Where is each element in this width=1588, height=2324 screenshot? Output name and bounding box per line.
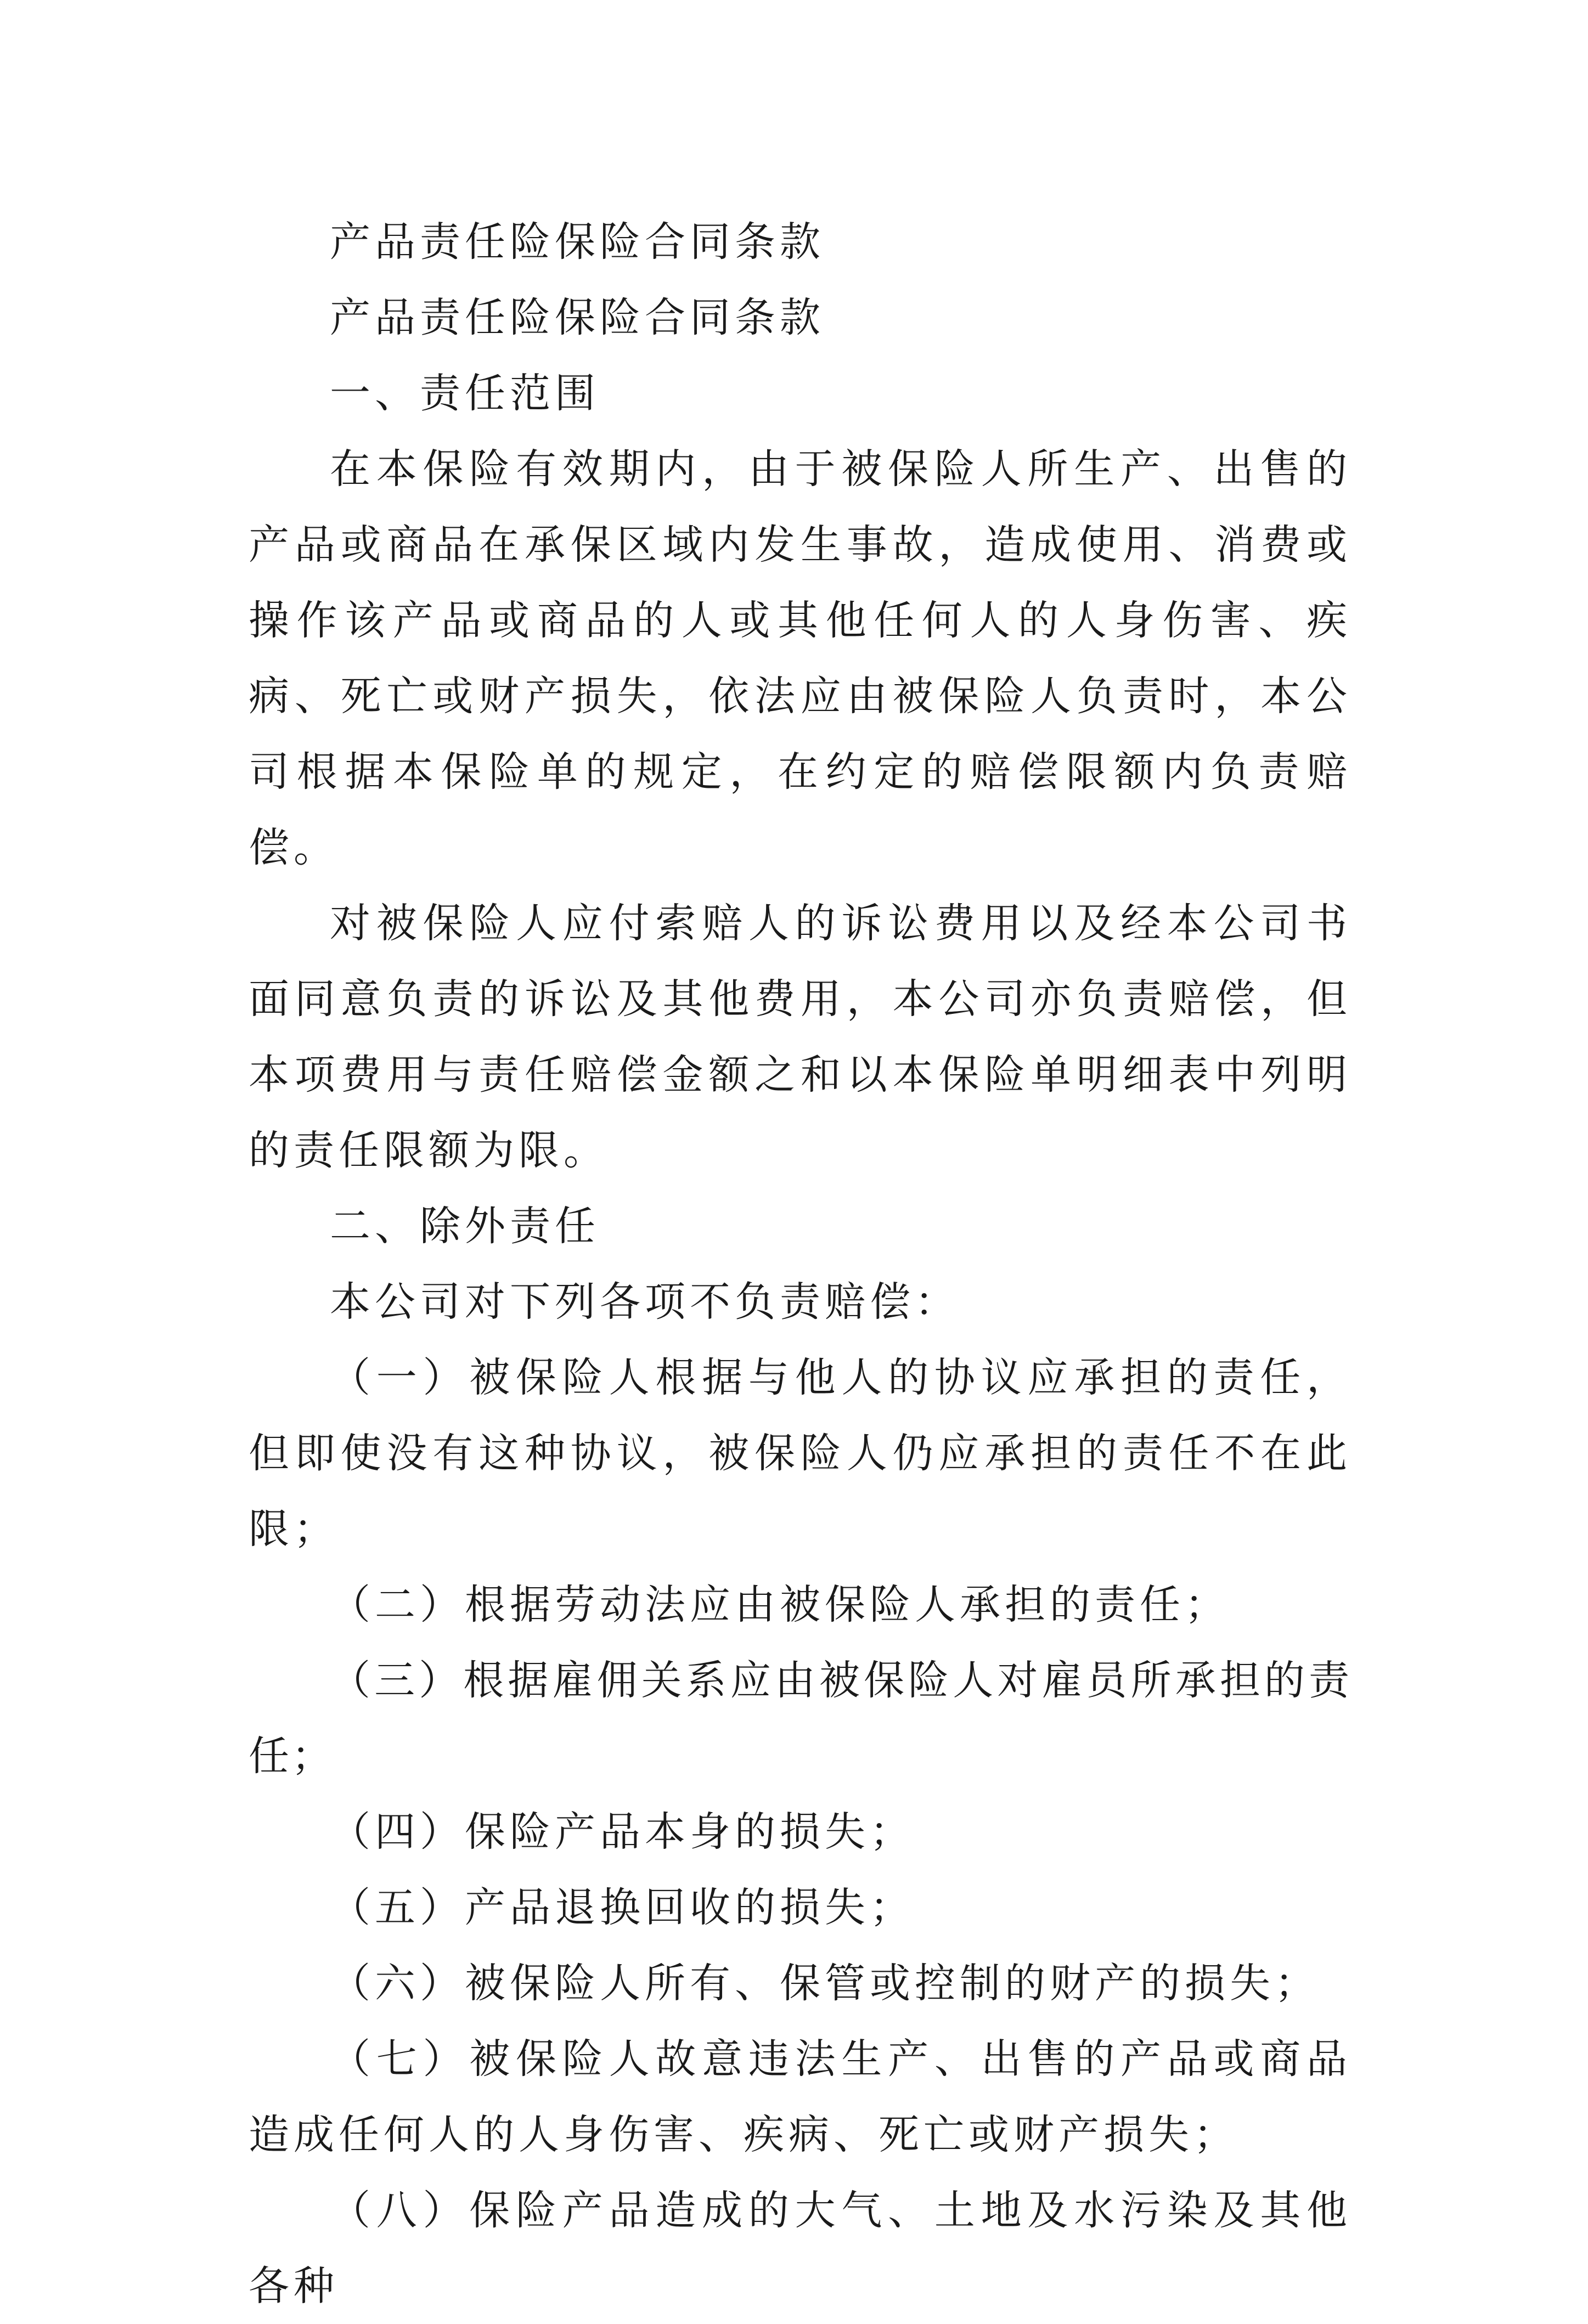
section-heading-scope: 一、责任范围 xyxy=(330,370,600,417)
document-body xyxy=(249,204,1352,2324)
exclusion-item-6: （六）被保险人所有、保管或控制的财产的损失； xyxy=(330,1960,1320,2007)
document-title: 产品责任险保险合同条款 xyxy=(330,218,825,266)
exclusion-item-7: （七）被保险人故意违法生产、出售的产品或商品造成任何人的人身伤害、疾病、死亡或财产损失； xyxy=(249,2035,1352,2158)
paragraph-scope-main: 在本保险有效期内，由于被保险人所生产、出售的产品或商品在承保区域内发生事故，造成使用、消费或操作该产品或商品的人或其他任何人的人身伤害、疾病、死亡或财产损失，依法应由被保险人负责时，本公司根据本保险单的规定，在约定的赔偿限额内负责赔偿。 xyxy=(249,445,1352,871)
exclusion-item-3: （三）根据雇佣关系应由被保险人对雇员所承担的责任； xyxy=(249,1657,1352,1780)
exclusion-item-5: （五）产品退换回收的损失； xyxy=(330,1884,915,1931)
section-heading-exclusions: 二、除外责任 xyxy=(330,1203,600,1250)
document-subtitle: 产品责任险保险合同条款 xyxy=(330,294,825,341)
exclusion-item-8: （八）保险产品造成的大气、土地及水污染及其他各种 xyxy=(249,2187,1352,2310)
paragraph-scope-costs: 对被保险人应付索赔人的诉讼费用以及经本公司书面同意负责的诉讼及其他费用，本公司亦负责赔偿，但本项费用与责任赔偿金额之和以本保险单明细表中列明的责任限额为限。 xyxy=(249,900,1352,1174)
exclusion-item-1: （一）被保险人根据与他人的协议应承担的责任，但即使没有这种协议，被保险人仍应承担的责任不在此限； xyxy=(249,1354,1352,1553)
paragraph-exclusions-intro: 本公司对下列各项不负责赔偿： xyxy=(330,1278,960,1325)
exclusion-item-4: （四）保险产品本身的损失； xyxy=(330,1808,915,1855)
exclusion-item-2: （二）根据劳动法应由被保险人承担的责任； xyxy=(330,1581,1230,1628)
